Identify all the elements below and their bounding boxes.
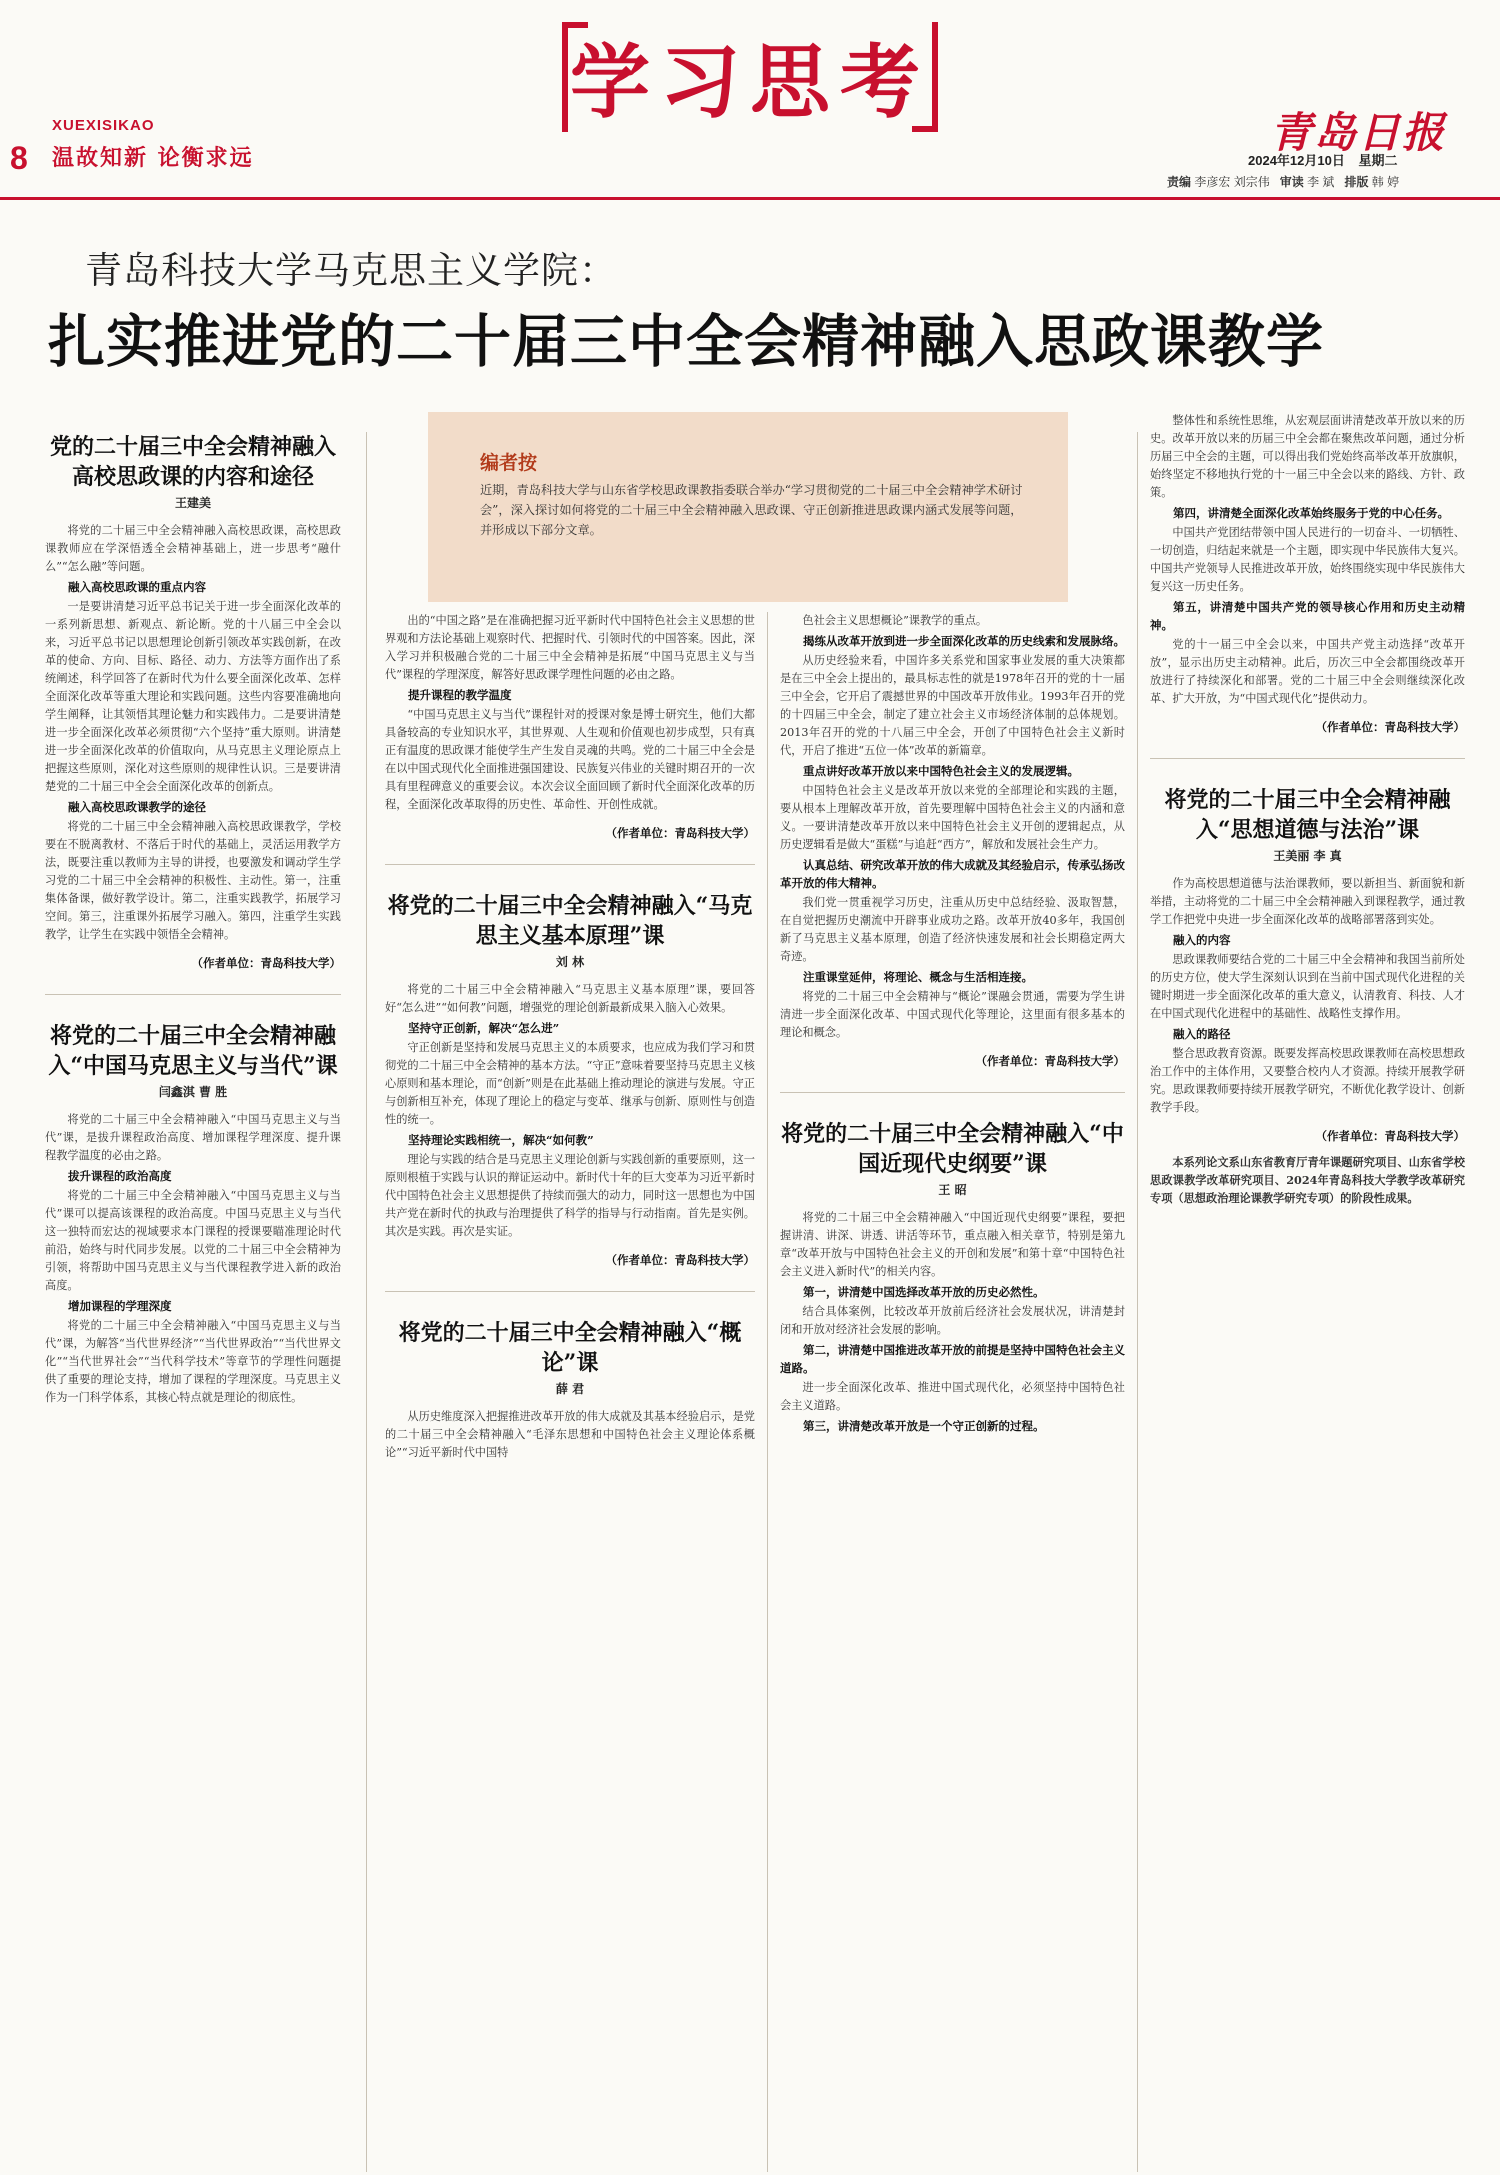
article-paragraph: 将党的二十届三中全会精神融入高校思政课，高校思政课教师应在学深悟透全会精神基础上，进一步思考“融什么”“怎么融”等问题。 — [45, 524, 341, 573]
issue-date — [1238, 150, 1397, 169]
author-unit: （作者单位：青岛科技大学） — [1315, 720, 1465, 734]
article-divider — [385, 864, 755, 865]
article-subheading: 拔升课程的政治高度 — [68, 1169, 172, 1183]
article-paragraph: 思政课教师要结合党的二十届三中全会精神和我国当前所处的历史方位，使大学生深刻认识到在当前中国式现代化进程的关键时期进一步全面深化改革的重大意义，认清教育、科技、人才在中国式现代化进程中的基础性、战略性支撑作用。 — [1150, 953, 1465, 1020]
editor-credits — [1167, 173, 1399, 190]
article-paragraph: 将党的二十届三中全会精神融入“马克思主义基本原理”课，要回答好“怎么进”“如何教”问题，增强党的理论创新最新成果入脑入心效果。 — [385, 983, 755, 1014]
section-motto: 温故知新 论衡求远 — [52, 145, 254, 171]
section-pinyin: XUEXISIKAO — [52, 117, 155, 134]
page-number: 8 — [10, 140, 28, 176]
article-subheading: 融入高校思政课教学的途径 — [68, 800, 206, 814]
editor-note-box — [428, 412, 1068, 602]
date-text: 2024年12月10日 — [1248, 153, 1345, 168]
main-headline: 扎实推进党的二十届三中全会精神融入思政课教学 — [48, 308, 1324, 375]
paper-logo: 青岛日报 — [1270, 108, 1447, 157]
column-3 — [780, 612, 1125, 2172]
article-subheading: 注重课堂延伸，将理论、概念与生活相连接。 — [803, 970, 1033, 984]
masthead-rule — [0, 197, 1500, 200]
article-divider — [385, 1291, 755, 1292]
article-paragraph: 将党的二十届三中全会精神融入“中国近现代史纲要”课程，要把握讲清、讲深、讲透、讲活等环节，重点融入相关章节，特别是第九章“改革开放与中国特色社会主义的开创和发展”和第十章“中国特色社会主义进入新时代”的相关内容。 — [780, 1211, 1125, 1278]
layout-name: 韩 婷 — [1371, 175, 1400, 189]
article-paragraph: 整合思政教育资源。既要发挥高校思政课教师在高校思想政治工作中的主体作用，又要整合校内人才资源。持续开展教学研究。思政课教师要持续开展教学研究，不断优化教学设计、创新教学手段。 — [1150, 1047, 1465, 1114]
reviewer-name: 李 斌 — [1307, 175, 1335, 189]
article-paragraph: 进一步全面深化改革、推进中国式现代化，必须坚持中国特色社会主义道路。 — [780, 1381, 1125, 1412]
article-subheading: 第四，讲清楚全面深化改革始终服务于党的中心任务。 — [1173, 506, 1449, 520]
article-title: 党的二十届三中全会精神融入高校思政课的内容和途径 — [49, 434, 336, 490]
editor-label: 责编 — [1167, 175, 1192, 189]
article-paragraph: 一是要讲清楚习近平总书记关于进一步全面深化改革的一系列新思想、新观点、新论断。党的十八届三中全会以来，习近平总书记以思想理论创新引领改革实践创新，在改革的使命、方向、目标、路径、动力、方法等方面作出了系统阐述，科学回答了在新时代为什么要全面深化改革、怎样全面深化改革等重大理论和实践问题。这些内容要准确地向学生阐释，让其领悟其理论魅力和实践伟力。二是要讲清楚进一步全面深化改革必须贯彻“六个坚持”重大原则。讲清楚进一步全面深化改革的价值取向，从马克思主义理论原点上把握这些原则，深化对这些原则的规律性认识。三是要讲清楚党的二十届三中全会全面深化改革的创新点。 — [45, 600, 341, 793]
article-divider — [45, 994, 341, 995]
article-paragraph: 作为高校思想道德与法治课教师，要以新担当、新面貌和新举措，主动将党的二十届三中全会精神融入到课程教学，通过教学工作把党中央进一步全面深化改革的战略部署落到实处。 — [1150, 877, 1465, 926]
article-paragraph: 出的“中国之路”是在准确把握习近平新时代中国特色社会主义思想的世界观和方法论基础上观察时代、把握时代、引领时代的中国答案。因此，深入学习并积极融合党的二十届三中全会精神是拓展“中国马克思主义与当代”课程的学理深度，解答好思政课学理性问题的必由之路。 — [385, 614, 755, 681]
article-paragraph: “中国马克思主义与当代”课程针对的授课对象是博士研究生，他们大都具备较高的专业知识水平，其世界观、人生观和价值观也初步成型，只有真正有温度的思政课才能使学生产生发自灵魂的共鸣。党的二十届三中全会是在以中国式现代化全面推进强国建设、民族复兴伟业的关键时期召开的一次具有里程碑意义的重要会议。本次会议全面回顾了新时代全面深化改革的历程，全面深化改革取得的历史性、革命性、开创性成就。 — [385, 708, 755, 811]
article-author: 薛 君 — [555, 1382, 585, 1396]
article-author: 王美丽 李 真 — [1273, 849, 1342, 863]
article-author: 刘 林 — [555, 955, 585, 969]
editor-note-text: 近期，青岛科技大学与山东省学校思政课教指委联合举办“学习贯彻党的二十届三中全会精神学术研讨会”，深入探讨如何将党的二十届三中全会精神融入思政课、守正创新推进思政课内涵式发展等问题，并形成以下部分文章。 — [480, 483, 1023, 537]
article-paragraph: 从历史经验来看，中国许多关系党和国家事业发展的重大决策都是在三中全会上提出的，最具标志性的就是1978年召开的党的十一届三中全会，它开启了震撼世界的中国改革开放伟业。1993年召开的党的十四届三中全会，制定了建立社会主义市场经济体制的总体规划。2013年召开的党的十八届三中全会，开创了中国特色社会主义新时代，开启了推进“五位一体”改革的新篇章。 — [780, 654, 1125, 757]
article-title: 将党的二十届三中全会精神融入“概论”课 — [398, 1320, 742, 1376]
article-paragraph: 色社会主义思想概论”课教学的重点。 — [802, 614, 988, 627]
article-divider — [780, 1092, 1125, 1093]
article-paragraph: 党的十一届三中全会以来，中国共产党主动选择“改革开放”，显示出历史主动精神。此后，历次三中全会都围绕改革开放进行了持续深化和部署。党的二十届三中全会则继续深化改革、扩大开放，为“中国式现代化”提供动力。 — [1150, 638, 1465, 705]
column-rule — [767, 612, 768, 2172]
weekday-text: 星期二 — [1358, 153, 1398, 168]
editor-names: 李彦宏 刘宗伟 — [1194, 175, 1270, 189]
article-author: 闫鑫淇 曹 胜 — [158, 1085, 228, 1099]
article-paragraph: 将党的二十届三中全会精神融入“中国马克思主义与当代”课可以提高该课程的政治高度。中国马克思主义与当代这一独特而宏达的视域要求本门课程的授课要瞄准理论时代前沿，始终与时代同步发展。以党的二十届三中全会精神为引领，将帮助中国马克思主义与当代课程教学进入新的政治高度。 — [45, 1189, 341, 1292]
article-subheading: 第一，讲清楚中国选择改革开放的历史必然性。 — [803, 1285, 1045, 1299]
article-title: 将党的二十届三中全会精神融入“思想道德与法治”课 — [1164, 787, 1451, 843]
article-title: 将党的二十届三中全会精神融入“中国近现代史纲要”课 — [781, 1121, 1124, 1177]
article-paragraph: 中国特色社会主义是改革开放以来党的全部理论和实践的主题，要从根本上理解改革开放，首先要理解中国特色社会主义的内涵和意义。一要讲清楚改革开放以来中国特色社会主义开创的逻辑起点，从历史逻辑看是做大“蛋糕”与追赶“西方”，解放和发展社会生产力。 — [780, 784, 1125, 851]
article-subheading: 第二，讲清楚中国推进改革开放的前提是坚持中国特色社会主义道路。 — [780, 1343, 1125, 1375]
article-subheading: 坚持守正创新，解决“怎么进” — [408, 1021, 560, 1035]
article-subheading: 第五，讲清楚中国共产党的领导核心作用和历史主动精神。 — [1150, 600, 1465, 632]
article-paragraph: 我们党一贯重视学习历史，注重从历史中总结经验、汲取智慧，在自觉把握历史潮流中开辟事业成功之路。改革开放40多年，我国创新了马克思主义基本原理，创造了经济快速发展和社会长期稳定两大奇迹。 — [780, 896, 1125, 963]
article-subheading: 重点讲好改革开放以来中国特色社会主义的发展逻辑。 — [803, 764, 1079, 778]
article-subheading: 增加课程的学理深度 — [68, 1299, 172, 1313]
article-paragraph: 从历史维度深入把握推进改革开放的伟大成就及其基本经验启示，是党的二十届三中全会精神融入“毛泽东思想和中国特色社会主义理论体系概论”“习近平新时代中国特 — [385, 1410, 755, 1459]
article-paragraph: 整体性和系统性思维，从宏观层面讲清楚改革开放以来的历史。改革开放以来的历届三中全会都在聚焦改革问题，通过分析历届三中全会的主题，可以得出我们党始终高举改革开放旗帜，始终坚定不移地执行党的十一届三中全会以来的路线、方针、政策。 — [1150, 414, 1465, 499]
article-subheading: 坚持理论实践相统一，解决“如何教” — [408, 1133, 594, 1147]
column-2 — [385, 612, 755, 2172]
article-paragraph: 理论与实践的结合是马克思主义理论创新与实践创新的重要原则，这一原则根植于实践与认识的辩证运动中。新时代十年的巨大变革为习近平新时代中国特色社会主义思想提供了持续而强大的动力，同时这一思想也为中国共产党在新时代的执政与治理提供了科学的指导与行动指南。首先是实例。其次是实践。再次是实证。 — [385, 1153, 755, 1238]
article-paragraph: 将党的二十届三中全会精神融入“中国马克思主义与当代”课，是拔升课程政治高度、增加课程学理深度、提升课程教学温度的必由之路。 — [45, 1113, 341, 1162]
layout-label: 排版 — [1344, 175, 1369, 189]
author-unit: （作者单位：青岛科技大学） — [191, 956, 341, 970]
article-title: 将党的二十届三中全会精神融入“马克思主义基本原理”课 — [387, 893, 753, 949]
column-1 — [45, 432, 341, 2172]
reviewer-label: 审读 — [1279, 175, 1304, 189]
author-unit: （作者单位：青岛科技大学） — [605, 1253, 755, 1267]
article-subheading: 融入的内容 — [1173, 933, 1231, 947]
article-divider — [1150, 758, 1465, 759]
column-rule — [366, 432, 367, 2172]
article-paragraph: 中国共产党团结带领中国人民进行的一切奋斗、一切牺牲、一切创造，归结起来就是一个主题，即实现中华民族伟大复兴。中国共产党领导人民推进改革开放，始终围绕实现中华民族伟大复兴这一历史任务。 — [1150, 526, 1465, 593]
author-unit: （作者单位：青岛科技大学） — [605, 826, 755, 840]
article-paragraph: 结合具体案例，比较改革开放前后经济社会发展状况，讲清楚封闭和开放对经济社会发展的影响。 — [780, 1305, 1125, 1336]
column-rule — [1137, 432, 1138, 2172]
title-bracket-right — [912, 22, 938, 132]
article-paragraph: 守正创新是坚持和发展马克思主义的本质要求，也应成为我们学习和贯彻党的二十届三中全会精神的基本方法。“守正”意味着要坚持马克思主义核心原则和基本理论，而“创新”则是在此基础上推动理论的演进与发展。守正与创新相互补充，体现了理论上的稳定与变革、继承与创新、原则性与创造性的统一。 — [385, 1041, 755, 1126]
column-4 — [1150, 412, 1465, 2172]
article-paragraph: 将党的二十届三中全会精神与“概论”课融会贯通，需要为学生讲清进一步全面深化改革、中国式现代化等理论，这里面有很多基本的理论和概念。 — [780, 990, 1125, 1039]
article-author: 王建美 — [174, 496, 211, 510]
article-paragraph: 将党的二十届三中全会精神融入“中国马克思主义与当代”课，为解答“当代世界经济”“当代世界政治”“当代世界文化”“当代世界社会”“当代科学技术”等章节的学理性问题提供了重要的理论支持，增加了课程的学理深度。马克思主义作为一门科学体系，其核心特点就是理论的彻底性。 — [45, 1319, 341, 1404]
author-unit: （作者单位：青岛科技大学） — [975, 1054, 1125, 1068]
masthead — [0, 0, 1500, 200]
article-author: 王 昭 — [938, 1183, 967, 1197]
section-title: 学习思考 — [570, 35, 930, 129]
article-subheading: 认真总结、研究改革开放的伟大成就及其经验启示，传承弘扬改革开放的伟大精神。 — [780, 858, 1125, 890]
author-unit: （作者单位：青岛科技大学） — [1315, 1129, 1465, 1143]
article-subheading: 揭练从改革开放到进一步全面深化改革的历史线索和发展脉络。 — [803, 634, 1125, 648]
article-subheading: 第三，讲清楚改革开放是一个守正创新的过程。 — [803, 1419, 1045, 1433]
headline-kicker: 青岛科技大学马克思主义学院： — [85, 249, 617, 292]
article-subheading: 融入高校思政课的重点内容 — [68, 580, 206, 594]
article-paragraph: 将党的二十届三中全会精神融入高校思政课教学，学校要在不脱离教材、不落后于时代的基础上，灵活运用教学方法，既要注重以教师为主导的讲授，也要激发和调动学生学习党的二十届三中全会精神的积极性、主动性。第一，注重集体备课，做好教学设计。第二，注重实践教学，拓展学习空间。第三，注重课外拓展学习融入。第四，注重学生实践教学，让学生在实践中领悟全会精神。 — [45, 820, 341, 941]
article-subheading: 提升课程的教学温度 — [408, 688, 512, 702]
article-title: 将党的二十届三中全会精神融入“中国马克思主义与当代”课 — [48, 1023, 338, 1079]
article-subheading: 融入的路径 — [1173, 1027, 1231, 1041]
editor-note-label: 编者按 — [480, 452, 538, 474]
series-footnote: 本系列论文系山东省教育厅青年课题研究项目、山东省学校思政课教学改革研究项目、2024年青岛科技大学教学改革研究专项（思想政治理论课教学研究专项）的阶段性成果。 — [1150, 1155, 1465, 1205]
